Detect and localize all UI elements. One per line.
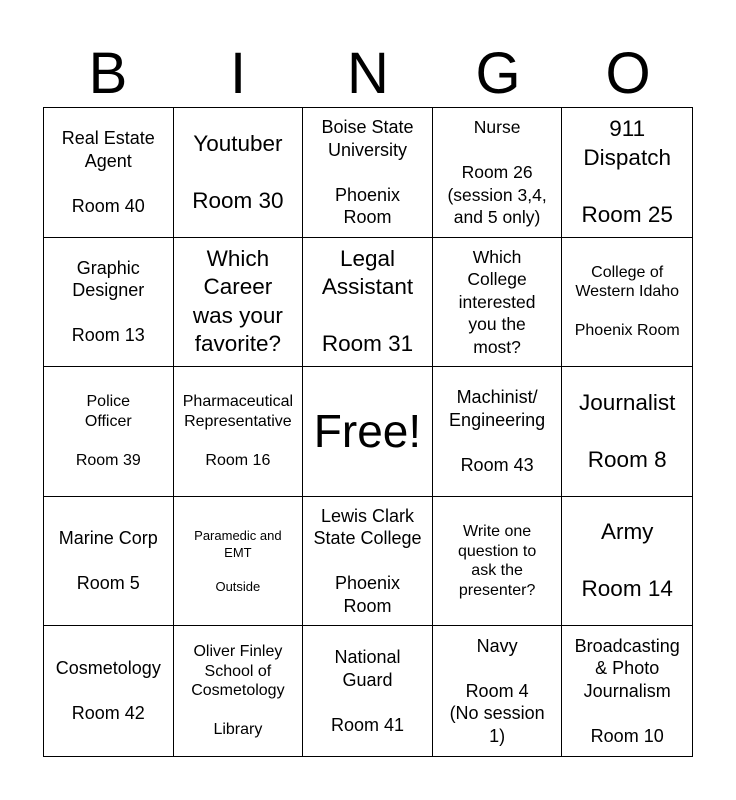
bingo-cell-r5c5[interactable] xyxy=(562,626,692,756)
cell-text: Graphic Designer Room 13 xyxy=(71,257,145,346)
cell-text: Cosmetology Room 42 xyxy=(55,658,161,724)
bingo-cell-r3c1[interactable] xyxy=(44,367,174,497)
bingo-header xyxy=(43,40,693,108)
cell-text: Which Career was your favorite? xyxy=(192,245,283,357)
bingo-cell-r2c4[interactable] xyxy=(433,238,563,368)
free-space-cell[interactable] xyxy=(303,367,433,497)
cell-text: Marine Corp Room 5 xyxy=(58,528,158,594)
cell-text: Real Estate Agent Room 40 xyxy=(61,128,155,216)
free-space-text: Free! xyxy=(313,405,422,458)
bingo-cell-r2c5[interactable] xyxy=(562,238,692,368)
cell-text: Boise State University Phoenix Room xyxy=(321,117,414,228)
cell-text: Lewis Clark State College Phoenix Room xyxy=(313,505,422,616)
bingo-cell-r4c3[interactable] xyxy=(303,497,433,627)
cell-text: National Guard Room 41 xyxy=(330,647,405,735)
bingo-cell-r5c2[interactable] xyxy=(174,626,304,756)
cell-text: Nurse Room 26 (session 3,4, and 5 only) xyxy=(447,117,547,228)
bingo-cell-r1c5[interactable] xyxy=(562,108,692,238)
header-letter-g: G xyxy=(475,41,521,106)
bingo-cell-r2c3[interactable] xyxy=(303,238,433,368)
bingo-cell-r1c4[interactable] xyxy=(433,108,563,238)
cell-text: Army Room 14 xyxy=(581,519,673,602)
cell-text: Which College interested you the most? xyxy=(458,246,536,357)
header-letter-b: B xyxy=(88,41,128,106)
bingo-cell-r4c2[interactable] xyxy=(174,497,304,627)
cell-text: Oliver Finley School of Cosmetology Library xyxy=(191,643,285,739)
bingo-cell-r4c1[interactable] xyxy=(44,497,174,627)
bingo-cell-r1c3[interactable] xyxy=(303,108,433,238)
bingo-cell-r1c2[interactable] xyxy=(174,108,304,238)
cell-text: Paramedic and EMT Outside xyxy=(194,528,282,595)
bingo-cell-r5c1[interactable] xyxy=(44,626,174,756)
header-letter-o: O xyxy=(605,41,651,106)
header-letter-n: N xyxy=(347,41,389,106)
cell-text: Police Officer Room 39 xyxy=(75,393,141,469)
bingo-cell-r2c1[interactable] xyxy=(44,238,174,368)
bingo-cell-r5c3[interactable] xyxy=(303,626,433,756)
bingo-cell-r2c2[interactable] xyxy=(174,238,304,368)
bingo-cell-r3c5[interactable] xyxy=(562,367,692,497)
cell-text: 911 Dispatch Room 25 xyxy=(581,116,673,227)
cell-text: Legal Assistant Room 31 xyxy=(321,245,414,357)
bingo-cell-r4c5[interactable] xyxy=(562,497,692,627)
cell-text: Broadcasting & Photo Journalism Room 10 xyxy=(574,635,680,746)
cell-text: Pharmaceutical Representative Room 16 xyxy=(182,393,294,469)
cell-text: Navy Room 4 (No session 1) xyxy=(449,635,545,746)
cell-text: Write one question to ask the presenter? xyxy=(457,523,537,599)
cell-text: College of Western Idaho Phoenix Room xyxy=(574,263,680,340)
bingo-cell-r3c2[interactable] xyxy=(174,367,304,497)
cell-text: Journalist Room 8 xyxy=(579,389,676,472)
bingo-cell-r1c1[interactable] xyxy=(44,108,174,238)
bingo-cell-r4c4[interactable] xyxy=(433,497,563,627)
bingo-cell-r5c4[interactable] xyxy=(433,626,563,756)
cell-text: Youtuber Room 30 xyxy=(192,130,284,213)
cell-text: Machinist/ Engineering Room 43 xyxy=(449,387,546,475)
header-letter-i: I xyxy=(229,41,247,106)
bingo-cell-r3c4[interactable] xyxy=(433,367,563,497)
bingo-board xyxy=(43,107,693,757)
